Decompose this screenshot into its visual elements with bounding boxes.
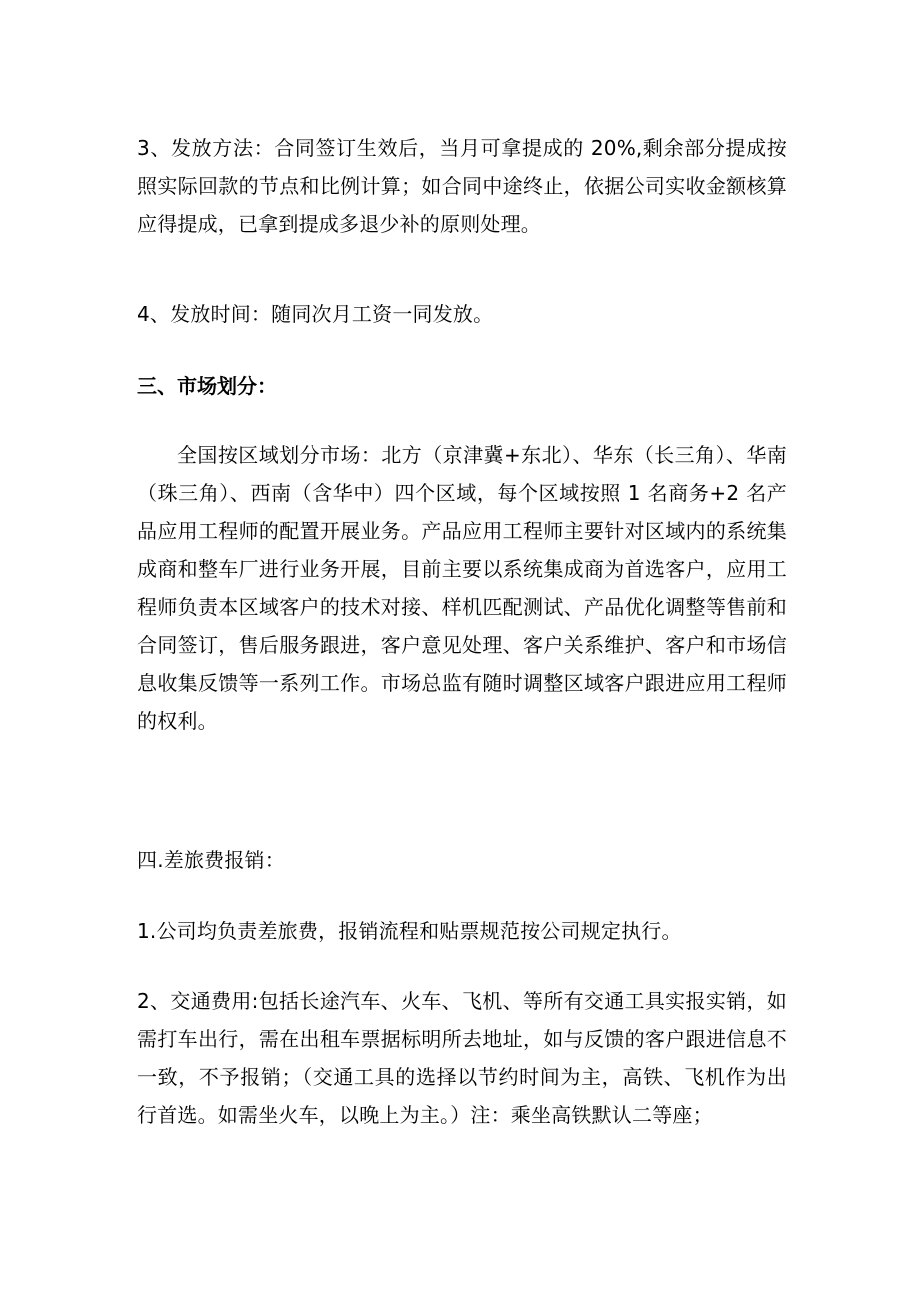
heading-market-division: 三、市场划分： xyxy=(137,374,277,398)
paragraph-market-division: 全国按区域划分市场：北方（京津冀+东北）、华东（长三角）、华南（珠三角）、西南（含华中）四个区域，每个区域按照 1 名商务+2 名产品应用工程师的配置开展业务。产品应用工程师主要针对区域内的系统集成商和整车厂进行业务开展，目前主要以系统集成商为首选客户，应用工程师负责本区域客户的技术对接、样机匹配测试、产品优化调整等售前和合同签订，售后服务跟进，客户意见处理、客户关系维护、客户和市场信息收集反馈等一系列工作。市场总监有随时调整区域客户跟进应用工程师的权利。 xyxy=(137,443,787,733)
paragraph-payment-time: 4、发放时间：随同次月工资一同发放。 xyxy=(137,302,494,326)
paragraph-travel-2: 2、交通费用:包括长途汽车、火车、飞机、等所有交通工具实报实销，如需打车出行，需在出租车票据标明所去地址，如与反馈的客户跟进信息不一致，不予报销；（交通工具的选择以节约时间为主，高铁、飞机作为出行首选。如需坐火车，以晚上为主。）注：乘坐高铁默认二等座； xyxy=(137,989,787,1127)
paragraph-travel-1: 1.公司均负责差旅费，报销流程和贴票规范按公司规定执行。 xyxy=(137,919,682,943)
heading-travel-expense: 四.差旅费报销： xyxy=(137,848,285,872)
paragraph-payment-method: 3、发放方法：合同签订生效后，当月可拿提成的 20%,剩余部分提成按照实际回款的节点和比例计算；如合同中途终止，依据公司实收金额核算应得提成，已拿到提成多退少补的原则处理。 xyxy=(137,136,787,236)
